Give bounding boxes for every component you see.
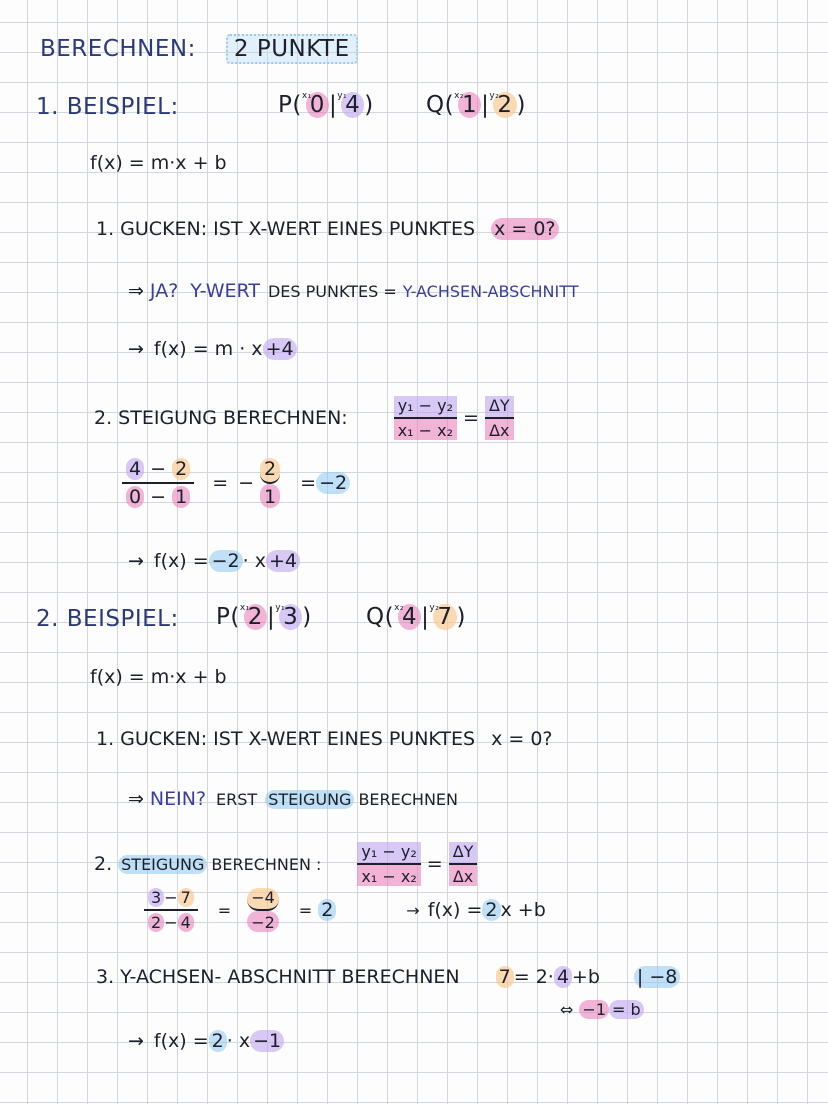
- example1-f-final: [128, 550, 300, 572]
- slope-formula: [357, 842, 420, 886]
- answer-yes: JA?: [149, 280, 179, 302]
- answer-no: NEIN?: [149, 788, 207, 810]
- step3-x: 4: [554, 966, 572, 988]
- delta-y: ΔY: [449, 842, 478, 865]
- answer-mid: DES PUNKTES =: [267, 282, 397, 301]
- calc-den1: 0: [126, 486, 144, 508]
- general-function: f(x) = m·x + b: [90, 666, 227, 688]
- point-name: P: [216, 604, 231, 630]
- y-tag: y₁: [337, 91, 348, 101]
- example1-title: 1. BEISPIEL:: [36, 94, 179, 120]
- calc-num1: 3: [148, 888, 164, 907]
- example1-answer: [128, 280, 579, 302]
- example2-title: 2. BEISPIEL:: [36, 606, 179, 632]
- slope-numerator: y₁ − y₂: [357, 842, 420, 865]
- step1-text: 1. GUCKEN: IST X-WERT EINES PUNKTES: [96, 218, 476, 240]
- f-left: f(x) =: [427, 899, 483, 921]
- slope-formula: [394, 396, 457, 440]
- q-y-value: 2: [493, 92, 516, 118]
- simplified-fraction: [260, 458, 280, 508]
- step1-condition: x = 0?: [491, 728, 553, 750]
- equals: =: [217, 900, 232, 920]
- p-x-value: 2: [244, 604, 267, 630]
- example1-calc: [116, 458, 350, 508]
- step2-steigung: STEIGUNG: [118, 855, 207, 874]
- f-final-left: f(x) =: [153, 550, 209, 572]
- arrow-icon: ⇒: [128, 788, 144, 810]
- minus-sign: −: [238, 472, 255, 494]
- equivalence-icon: ⇔: [560, 1000, 574, 1019]
- slope-result: 2: [318, 899, 336, 921]
- f-final-left: f(x) =: [153, 1030, 209, 1052]
- example2-f-final: [128, 1030, 284, 1052]
- calc-num-op: −: [164, 888, 178, 907]
- f-final-b: −1: [250, 1030, 284, 1052]
- y-tag: y₂: [489, 91, 500, 101]
- example1-point-p: P ( x₁ 0 | y₁ 4 ): [278, 91, 374, 118]
- simplified-fraction: [247, 888, 279, 932]
- step3-result-rhs: = b: [609, 1000, 644, 1019]
- q-x-value: 4: [398, 604, 421, 630]
- calc-fraction: [144, 888, 198, 932]
- f-partial-b: +4: [263, 338, 297, 360]
- y-tag: y₁: [275, 603, 286, 613]
- x-tag: x₂: [454, 91, 465, 101]
- example2-step3-result: [560, 1000, 644, 1019]
- f-m: 2: [482, 899, 500, 921]
- example2-step3: [96, 966, 680, 988]
- f-final-mid: · x: [226, 1030, 251, 1052]
- x-tag: x₁: [301, 91, 312, 101]
- step1-condition: x = 0?: [491, 218, 558, 240]
- example1-point-q: Q ( x₂ 1 | y₂ 2 ): [426, 91, 526, 118]
- slope-numerator: y₁ − y₂: [394, 396, 457, 419]
- point-name: Q: [426, 92, 445, 118]
- q-y-value: 7: [433, 604, 456, 630]
- example1-step1: [96, 218, 559, 240]
- step3-b: +b: [571, 966, 600, 988]
- f-partial-left: f(x) = m · x: [153, 338, 263, 360]
- example1-step2: [94, 396, 520, 440]
- slope-result: −2: [316, 472, 350, 494]
- simplified-num: −4: [247, 888, 279, 911]
- calc-den-op: −: [150, 486, 167, 508]
- simplified-num: 2: [260, 458, 280, 484]
- step3-operation: | −8: [634, 966, 680, 988]
- calc-den2: 1: [172, 486, 190, 508]
- step3-mid: = 2·: [513, 966, 554, 988]
- answer-result: Y-ACHSEN-ABSCHNITT: [402, 282, 579, 301]
- step2-text: 2. STEIGUNG BERECHNEN:: [94, 407, 348, 429]
- calc-num2: 7: [178, 888, 194, 907]
- example2-answer: [128, 788, 458, 810]
- equals: =: [300, 472, 317, 494]
- example2-step1: [96, 728, 553, 750]
- example2-point-p: P ( x₁ 2 | y₁ 3 ): [216, 603, 312, 630]
- example1-title-row: [36, 94, 179, 120]
- f-rest: x +b: [500, 899, 546, 921]
- f-final-m: −2: [209, 550, 243, 572]
- arrow-icon: →: [128, 1030, 144, 1052]
- step3-lhs: 7: [496, 966, 514, 988]
- example2-point-q: Q ( x₂ 4 | y₂ 7 ): [366, 603, 466, 630]
- delta-x: Δx: [485, 419, 513, 440]
- equals: =: [426, 853, 443, 875]
- header-topic: 2 PUNKTE: [226, 34, 358, 64]
- x-tag: x₂: [394, 603, 405, 613]
- example2-step2: [94, 842, 483, 886]
- equals: =: [212, 472, 229, 494]
- answer-erst: ERST: [216, 790, 258, 809]
- calc-num-op: −: [150, 458, 167, 480]
- delta-x: Δx: [449, 865, 477, 886]
- calc-den-op: −: [164, 913, 178, 932]
- f-final-m: 2: [209, 1030, 227, 1052]
- example2-title-row: [36, 606, 179, 632]
- header-label: BERECHNEN:: [40, 36, 196, 62]
- x-tag: x₁: [239, 603, 250, 613]
- calc-den1: 2: [148, 913, 164, 932]
- calc-fraction: [122, 458, 194, 508]
- example2-calc: [138, 888, 546, 932]
- point-name: P: [278, 92, 293, 118]
- arrow-icon: →: [128, 550, 144, 572]
- arrow-icon: →: [128, 338, 144, 360]
- point-name: Q: [366, 604, 385, 630]
- step2-number: 2.: [94, 853, 113, 875]
- slope-denominator: x₁ − x₂: [357, 865, 420, 886]
- f-final-b: +4: [266, 550, 300, 572]
- simplified-den: −2: [247, 911, 279, 932]
- answer-y-value: Y-WERT: [190, 280, 260, 302]
- calc-num1: 4: [126, 458, 144, 480]
- step2-berechnen: BERECHNEN :: [211, 854, 322, 874]
- step3-result-lhs: −1: [579, 1000, 609, 1019]
- answer-steigung: STEIGUNG: [265, 790, 354, 809]
- arrow-icon: →: [406, 900, 420, 920]
- slope-denominator: x₁ − x₂: [394, 419, 457, 440]
- equals: =: [298, 900, 313, 920]
- calc-den2: 4: [178, 913, 194, 932]
- delta-y: ΔY: [485, 396, 514, 419]
- y-tag: y₂: [429, 603, 440, 613]
- simplified-den: 1: [260, 484, 280, 508]
- example1-f-partial: [128, 338, 297, 360]
- p-x-value: 0: [306, 92, 329, 118]
- calc-num2: 2: [172, 458, 190, 480]
- f-final-mid: · x: [242, 550, 266, 572]
- example1-general-function: [90, 152, 227, 174]
- arrow-icon: ⇒: [128, 280, 144, 302]
- answer-berechnen: BERECHNEN: [358, 790, 458, 809]
- p-y-value: 3: [279, 604, 302, 630]
- delta-formula: [449, 842, 478, 886]
- delta-formula: [485, 396, 514, 440]
- step3-text: 3. Y-ACHSEN- ABSCHNITT BERECHNEN: [96, 966, 460, 988]
- equals: =: [463, 407, 479, 429]
- header: [40, 34, 358, 64]
- example2-general-function: [90, 666, 227, 688]
- step1-text: 1. GUCKEN: IST X-WERT EINES PUNKTES: [96, 728, 476, 750]
- p-y-value: 4: [341, 92, 364, 118]
- general-function: f(x) = m·x + b: [90, 152, 227, 174]
- q-x-value: 1: [458, 92, 481, 118]
